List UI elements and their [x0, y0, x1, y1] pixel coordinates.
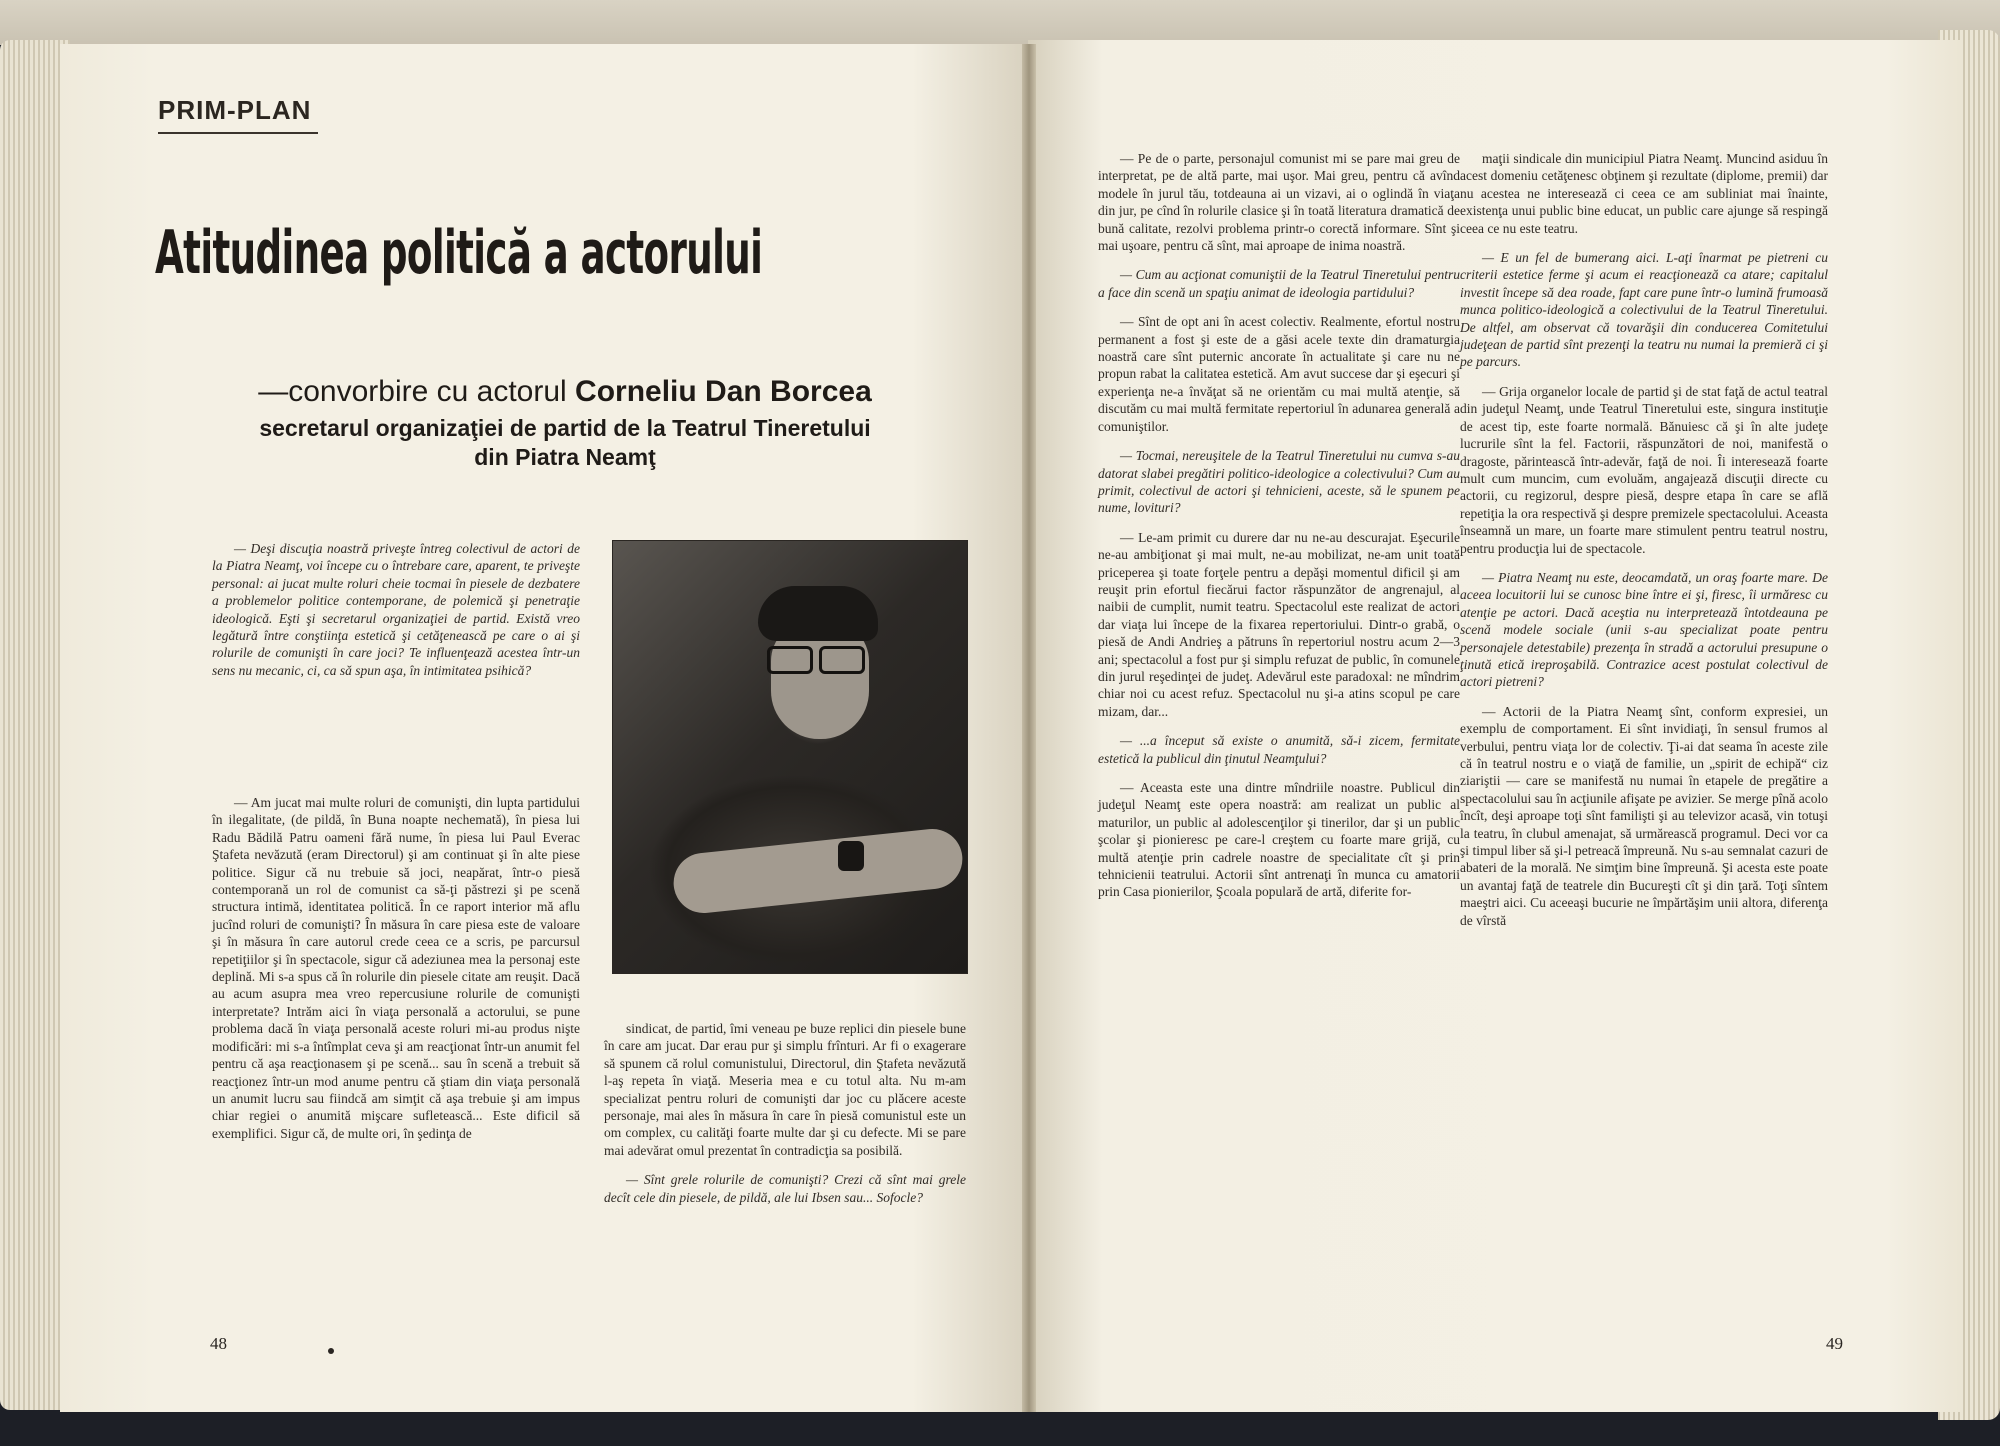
paragraph: — Aceasta este una dintre mîndriile noastre. Publicul din judeţul Neamţ este opera noastră: am realizat un public al maturilor, un public al adolescenţilor şi tinerilor, dar şi un public şcolar şi pionieresc pe care-l creştem cu foarte mare grijă, cu multă atenţie prin cadrele noastre de specialitate cît şi prin tehnicienii teatrului. Actorii sînt antrenaţi în munca cu amatorii prin Casa pionierilor, Şcoala populară de artă, diferite for- — [1098, 780, 1460, 900]
section-label: PRIM-PLAN — [158, 95, 318, 134]
photo-watch — [838, 841, 864, 871]
page-number-right: 49 — [1826, 1334, 1843, 1353]
subtitle-intro: —convorbire cu actorul — [258, 375, 576, 408]
page-dot — [328, 1348, 334, 1354]
paragraph: — Cum au acţionat comuniştii de la Teatrul Tineretului pentru a face din scenă un spaţiu animat de ideologia partidului? — [1098, 267, 1460, 300]
paragraph: maţii sindicale din municipiul Piatra Neamţ. Muncind asiduu în acest domeniu cetăţenesc obţinem şi rezultate (diplome, premii) dar nu acestea ne interesează ci ceea ce am subliniat mai înainte, existenţa unui public bine educat, un public care ajunge să respingă ceea ce nu este teatru. — [1460, 151, 1828, 236]
paragraph: — Sînt grele rolurile de comunişti? Crezi că sînt mai grele decît cele din piesele, de pildă, ale lui Ibsen sau... Sofocle? — [604, 1172, 966, 1205]
photo-hair — [758, 586, 878, 641]
paragraph: — Sînt de opt ani în acest colectiv. Realmente, efortul nostru permanent a fost şi este de a găsi acele texte din dramaturgia noastră care sînt puternic ancorate în actualitate şi care nu ne propun rabat la calitatea estetică. Am avut succese dar şi eşecuri şi experienţa ne-a învăţat să ne orientăm cu mai multă atenţie, să discutăm cu mai multă fermitate repertoriul în adunarea generală a comuniştilor. — [1098, 314, 1460, 434]
right-col1 — [1098, 150, 1460, 913]
subtitle-line-2: secretarul organizaţiei de partid de la Teatrul Tineretului — [259, 415, 871, 441]
left-col1-answer — [212, 794, 580, 1142]
paragraph: — Piatra Neamţ nu este, deocamdată, un oraş foarte mare. De aceea locuitorii lui se cunosc bine între ei şi, firesc, îi urmăresc cu atenţie pe actori. Dacă aceştia nu interpretează întotdeauna pe scenă modele sociale (unii s-au specializat poate pentru personajele detestabile) prezenţa în stradă a actorului presupune o ţinută etică ireproşabilă. Contrazice acest postulat colectivul de actori pietreni? — [1460, 569, 1828, 690]
actor-photo — [612, 540, 968, 974]
paragraph: — Pe de o parte, personajul comunist mi se pare mai greu de interpretat, pe de altă parte, mai uşor. Mai greu, pentru că avînd modele în jurul tău, totdeauna ai un vizavi, ai o oglindă în viaţa din jur, pe cînd în rolurile clasice şi în toată literatura dramatică de bună calitate, rezolvi problema printr-o corectă informare. Sînt şi mai uşoare, pentru că sînt, mai aproape de inima noastră. — [1098, 151, 1460, 254]
right-col2 — [1460, 150, 1828, 941]
paragraph: — Am jucat mai multe roluri de comunişti, din lupta partidului în ilegalitate, (de pildă, în Buna noapte nechemată), în piesa lui Radu Bădilă Patru oameni fără nume, în piesa lui Paul Everac Ştafeta nevăzută (eram Directorul) şi am continuat şi în alte piese politice. Sigur că nu trebuie să joci, neapărat, într-o piesă contemporană un rol de comunist ca să-ţi păstrezi şi pe scenă structura intimă, identitatea politică. În ce raport interior mă aflu jucînd roluri de comunişti? În măsura în care piesa este de valoare şi în măsura în care autorul crede ceea ce a scris, pe parcursul repetiţiilor şi în spectacole, sigur că adeziunea mea la personaj este deplină. Mi s-a spus că în rolurile din piesele citate am reuşit. Dacă au acum asupra mea vreo repercusiune rolurile de comunişti interpretate? Intrăm aici în viaţa personală a actorului, se pune problema dacă în viaţa personală aceste roluri mi-au produs nişte modificări: mi s-a întîmplat ceva şi am reacţionat într-un anumit fel pentru că aşa reacţionasem şi pe scenă... sau în scenă a trebuit să reacţionez într-un mod anume pentru că ştiam din viaţa personală un anumit lucru sau fiindcă am simţit că aşa trebuie şi am impus chiar regiei o anumită mişcare sufletească... Este dificil să exemplifici. Sigur că, de multe ori, în şedinţa de — [212, 795, 580, 1141]
paragraph: — E un fel de bumerang aici. L-aţi înarmat pe pietreni cu criterii estetice ferme şi acum ei reacţionează ca atare; capitalul investit începe să dea roade, fapt care pune într-o lumină frumoasă munca politico-ideologică a colectivului de la Teatrul Tineretului. De altfel, am observat că tovarăşii din conducerea Comitetului judeţean de partid sînt prezenţi la teatru nu numai la premieră ci şi pe parcurs. — [1460, 250, 1828, 370]
article-headline: Atitudinea politică a actorului — [155, 218, 763, 288]
left-col2 — [604, 1020, 966, 1218]
paragraph: — Actorii de la Piatra Neamţ sînt, conform expresiei, un exemplu de comportament. Ei sînt invidiaţi, în sensul frumos al verbului, pentru viaţa lor de colectiv. Ţi-ai dat seama în aceste zile că în teatrul nostru e o viaţă de familie, un „spirit de echipă“ ciz ziariştii — care se manifestă nu numai în etapele de pregătire a spectacolului sau în acţiunile afişate pe avizier. Se merge pînă acolo încît, deşi aproape toţi sînt familişti şi au televizor acasă, vin totuşi la teatru, în clubul amenajat, să urmărească programul. Deci vor ca şi timpul liber să şi-l petreacă împreună. Nu s-au semnalat cazuri de abateri de la morală. Ne simţim bine împreună. Şi acesta este poate un avantaj faţă de teatrele din Bucureşti cît şi din ţară. Toţi sîntem maeştri aici. Cu aceeaşi bucurie ne împărtăşim unii altora, diferenţa de vîrstă — [1460, 703, 1828, 928]
photo-arm — [671, 826, 966, 916]
paragraph: — Le-am primit cu durere dar nu ne-au descurajat. Eşecurile ne-au ambiţionat şi mai mult, ne-au mobilizat, ne-am unit toată priceperea şi toate forţele pentru a depăşi momentul dificil şi am reuşit prin efortul fiecărui factor răspunzător de angrenajul, al naibii de cumplit, numit teatru. Spectacolul este realizat de actori dar viaţa lui începe de la fixarea repertoriului. Dintr-o grabă, o piesă de Andi Andrieş a pătruns în repertoriul nostru acum 2—3 ani; spectacolul a fost pur şi simplu refuzat de public, în comunele din jurul reşedinţei de judeţ. Adevărul este paradoxal: ne mîndrim chiar noi cu acest refuz. Spectacolul nu şi-a atins scopul pe care mizam, dar... — [1098, 529, 1460, 719]
desk-background — [0, 0, 2000, 45]
paragraph: — Tocmai, nereuşitele de la Teatrul Tineretului nu cumva s-au datorat slabei pregătiri politico-ideologice a colectivului? Cum au primit, colectivul de actori şi tehnicieni, aceste, să le spunem pe nume, lovituri? — [1098, 448, 1460, 516]
paragraph: sindicat, de partid, îmi veneau pe buze replici din piesele bune în care am jucat. Dar erau pur şi simplu frînturi. Ar fi o exagerare să spunem că rolul comunistului, Directorul, din Ştafeta nevăzută l-aş repeta în viaţă. Meseria mea e cu totul alta. Nu m-am specializat pentru roluri de comunişti dar joc cu plăcere aceste personaje, mai ales în măsura în care în piesă comunistul este un om complex, cu calităţi foarte multe dar şi cu defecte. Mi se pare mai adevărat omul prezentat în contradicţia sa posibilă. — [604, 1021, 966, 1158]
book-gutter — [1022, 44, 1036, 1412]
photo-glasses — [763, 646, 873, 670]
paragraph: — Grija organelor locale de partid şi de stat faţă de actul teatral din judeţul Neamţ, unde Teatrul Tineretului este, singura instituţie de acest tip, este foarte normală. Bănuiesc că şi în alte judeţe lucrurile sînt la fel. Factorii, răspunzători de noi, manifestă o dragoste, părintească într-adevăr, faţă de noi. Îi interesează foarte mult cum muncim, cum evoluăm, angajează discuţii directe cu actorii, cu regizorul, despre piesă, despre etapa în care se află repetiţia la ora respectivă şi despre premizele spectacolului. Aceasta înseamnă un mare, un foarte mare stimulent pentru teatrul nostru, pentru producţia lui de spectacole. — [1460, 383, 1828, 556]
left-col1-question — [212, 540, 580, 679]
subtitle-name: Corneliu Dan Borcea — [575, 375, 872, 408]
article-subtitle — [155, 375, 975, 471]
paragraph: — Deşi discuţia noastră priveşte întreg colectivul de actori de la Piatra Neamţ, voi începe cu o întrebare care, aparent, te priveşte personal: ai jucat multe roluri cheie tocmai în piesele de dezbatere a problemelor politice contemporane, de polemică şi penetraţie ideologică. Eşti şi secretarul organizaţiei de partid. Există vreo legătură între conştiinţa estetică şi cetăţenească pe care o ai şi rolurile de comunişti în care joci? Te influenţează acestea într-un sens nu mecanic, ci, ca să spun aşa, în intimitatea psihică? — [212, 541, 580, 678]
subtitle-line-1 — [155, 375, 975, 409]
page-number-left: 48 — [210, 1334, 227, 1353]
paragraph: — ...a început să existe o anumită, să-i zicem, fermitate estetică la publicul din ţinutul Neamţului? — [1098, 733, 1460, 766]
subtitle-line-3: din Piatra Neamţ — [474, 444, 656, 470]
